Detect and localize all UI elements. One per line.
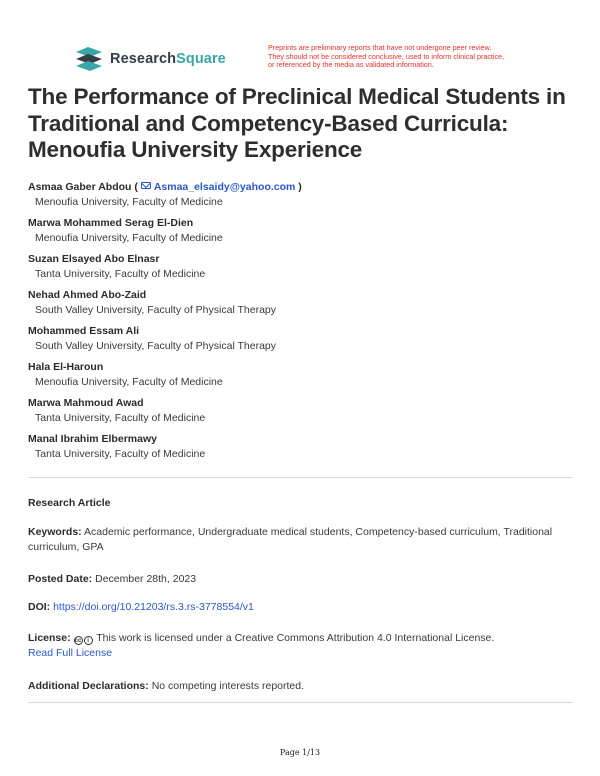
author-entry <box>28 396 580 432</box>
keywords <box>28 525 573 555</box>
keywords-label: Keywords: <box>28 526 82 538</box>
posted-date-label: Posted Date: <box>28 573 93 585</box>
author-name: Mohammed Essam Ali <box>28 325 140 337</box>
author-affiliation: Menoufia University, Faculty of Medicine <box>35 196 223 208</box>
author-affiliation: South Valley University, Faculty of Physical Therapy <box>35 304 277 316</box>
author-name: Suzan Elsayed Abo Elnasr <box>28 253 160 265</box>
read-full-license-link[interactable]: Read Full License <box>28 647 113 659</box>
license-text: This work is licensed under a Creative Commons Attribution 4.0 International License. <box>96 632 495 644</box>
paper-title: The Performance of Preclinical Medical Students in Traditional and Competency-Based Curricula: Menoufia University Experience <box>28 84 566 162</box>
author-affiliation: Menoufia University, Faculty of Medicine <box>35 232 223 244</box>
author-entry <box>28 288 580 324</box>
doi <box>28 600 573 615</box>
declarations-label: Additional Declarations: <box>28 680 149 692</box>
keywords-value: Academic performance, Undergraduate medical students, Competency-based curriculum, Traditional curriculum, GPA <box>28 526 553 553</box>
author-entry <box>28 324 580 360</box>
author-entry <box>28 252 580 288</box>
author-name: Hala El-Haroun <box>28 361 104 373</box>
author-affiliation: South Valley University, Faculty of Physical Therapy <box>35 340 277 352</box>
author-affiliation: Tanta University, Faculty of Medicine <box>35 448 206 460</box>
author-entry <box>28 216 580 252</box>
license-label: License: <box>28 632 71 644</box>
author-entry: Asmaa Gaber Abdou ( Asmaa_elsaidy@yahoo.com ) Menoufia University, Faculty of Medicine <box>28 180 580 216</box>
doi-link[interactable]: https://doi.org/10.21203/rs.3.rs-3778554/v1 <box>53 601 254 613</box>
divider <box>28 477 573 478</box>
additional-declarations <box>28 679 573 694</box>
author-affiliation: Tanta University, Faculty of Medicine <box>35 268 206 280</box>
author-entry <box>28 432 580 468</box>
posted-date-value: December 28th, 2023 <box>95 573 197 585</box>
license <box>28 631 573 661</box>
author-email-link[interactable]: Asmaa_elsaidy@yahoo.com <box>153 181 296 193</box>
author-affiliation: Menoufia University, Faculty of Medicine <box>35 376 223 388</box>
author-name: Marwa Mohammed Serag El-Dien <box>28 217 194 229</box>
email-icon <box>141 182 151 189</box>
research-square-logo[interactable] <box>74 46 226 72</box>
author-list <box>28 180 580 468</box>
attribution-icon: i <box>84 636 93 645</box>
posted-date <box>28 572 573 587</box>
article-type: Research Article <box>28 497 111 509</box>
declarations-value: No competing interests reported. <box>151 680 305 692</box>
divider <box>28 702 573 703</box>
doi-label: DOI: <box>28 601 51 613</box>
author-name: Marwa Mahmoud Awad <box>28 397 144 409</box>
creative-commons-icon: cc <box>74 638 82 644</box>
research-square-logo-icon <box>74 46 104 72</box>
preprint-notice: Preprints are preliminary reports that have not undergone peer review. They should not be considered conclusive, used to inform clinical practice, or referenced by the media as validated information. <box>268 43 505 70</box>
author-name: Nehad Ahmed Abo-Zaid <box>28 289 147 301</box>
brand-name: ResearchSquare <box>110 51 226 67</box>
page-number: Page 1/13 <box>279 748 321 757</box>
author-affiliation: Tanta University, Faculty of Medicine <box>35 412 206 424</box>
author-name: Asmaa Gaber Abdou <box>28 181 132 193</box>
author-entry <box>28 360 580 396</box>
author-name: Manal Ibrahim Elbermawy <box>28 433 157 445</box>
